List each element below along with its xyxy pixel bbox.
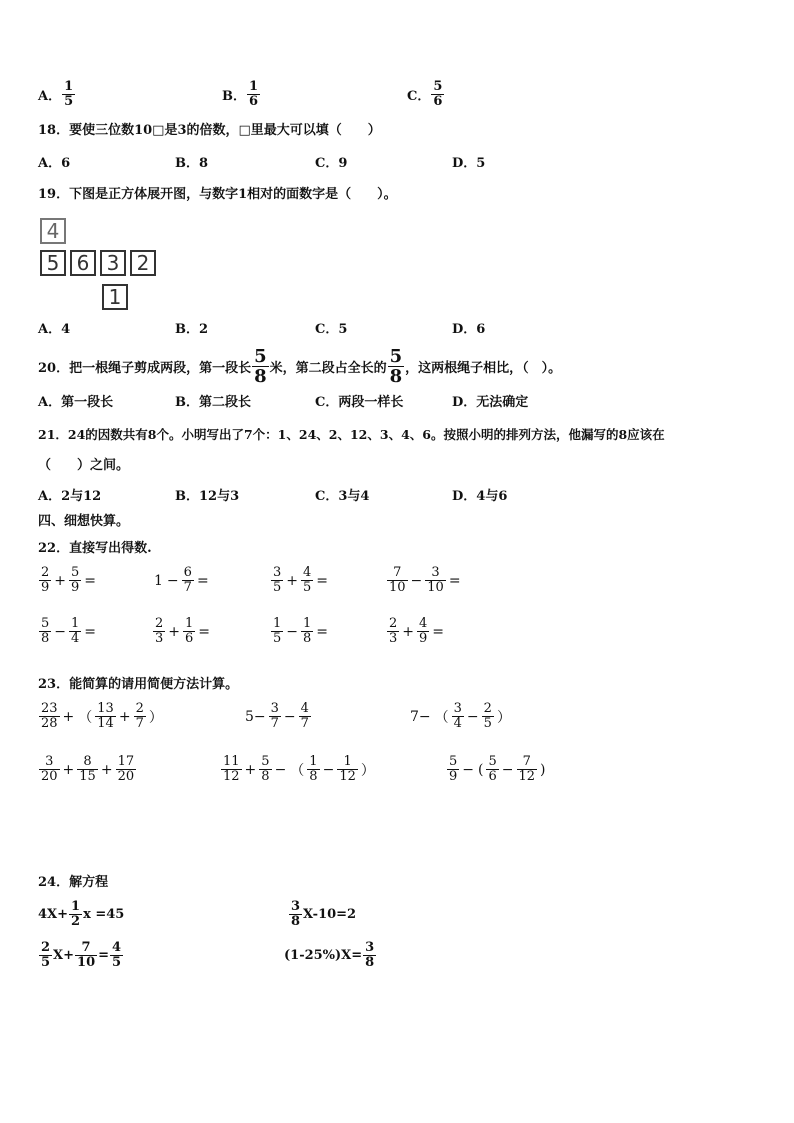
numerator: 2 (155, 616, 164, 631)
q22-item (270, 617, 330, 646)
denominator: 9 (41, 580, 50, 595)
q22-item (270, 566, 330, 595)
operator: − (466, 708, 479, 725)
q23-expression-6 (446, 755, 548, 784)
denominator: 5 (483, 716, 492, 731)
numerator: 3 (431, 565, 440, 580)
denominator: 6 (249, 94, 259, 109)
q17-option-b (222, 80, 261, 109)
fraction (425, 566, 446, 595)
fraction (447, 755, 459, 784)
numerator: 1 (309, 754, 318, 769)
operator: − (286, 623, 299, 640)
denominator: 12 (223, 769, 240, 784)
numerator: 7 (522, 754, 531, 769)
net-face: 3 (100, 250, 126, 276)
q22-item (152, 566, 211, 595)
denominator: 14 (97, 716, 114, 731)
operand: 1 (154, 572, 163, 589)
q24-equation-3 (38, 941, 124, 970)
numerator: 3 (365, 940, 375, 955)
stem-text: 米，第二段占全长的 (269, 361, 387, 376)
fraction (363, 941, 376, 970)
option-label: A． (38, 89, 62, 104)
net-face: 2 (130, 250, 156, 276)
numerator: 5 (254, 346, 267, 367)
fraction (39, 566, 51, 595)
operator: − (274, 761, 287, 778)
fraction (110, 941, 123, 970)
numerator: 3 (270, 701, 279, 716)
denominator: 10 (77, 955, 96, 970)
operator: − (410, 572, 423, 589)
equals-sign: = (448, 572, 461, 589)
numerator: 6 (183, 565, 192, 580)
q23-expression-1 (38, 702, 165, 731)
fraction (69, 617, 81, 646)
denominator: 4 (71, 631, 80, 646)
operator: − (501, 761, 514, 778)
denominator: 7 (300, 716, 309, 731)
numerator: 3 (45, 754, 54, 769)
equals-sign: = (432, 623, 445, 640)
denominator: 9 (71, 580, 80, 595)
fraction (301, 566, 313, 595)
denominator: 8 (261, 769, 270, 784)
net-face: 1 (102, 284, 128, 310)
net-face: 5 (40, 250, 66, 276)
operator: − (54, 623, 67, 640)
denominator: 9 (449, 769, 458, 784)
q18-option-b: B．8 (175, 156, 209, 171)
q20-option-a: A．第一段长 (38, 395, 114, 410)
numerator: 4 (300, 701, 309, 716)
fraction (259, 755, 271, 784)
denominator: 8 (303, 631, 312, 646)
equation-text: x =45 (83, 907, 125, 922)
fraction (417, 617, 429, 646)
fraction (431, 80, 444, 109)
numerator: 1 (273, 616, 282, 631)
denominator: 4 (453, 716, 462, 731)
operator: − (166, 572, 179, 589)
equation-text: X-10=2 (303, 907, 357, 922)
numerator: 2 (135, 701, 144, 716)
operator: − (462, 761, 475, 778)
equals-sign: = (196, 572, 209, 589)
fraction (299, 702, 311, 731)
fraction (486, 755, 498, 784)
fraction (271, 566, 283, 595)
numerator: 1 (64, 79, 74, 94)
numerator: 1 (343, 754, 352, 769)
stem-text: 20．把一根绳子剪成两段，第一段长 (38, 361, 252, 376)
fraction (301, 617, 313, 646)
fraction (77, 755, 98, 784)
denominator: 8 (309, 769, 318, 784)
numerator: 5 (389, 346, 403, 367)
numerator: 7 (81, 940, 91, 955)
q23-expression-3 (408, 702, 513, 731)
fraction (337, 755, 358, 784)
operator: + (286, 572, 299, 589)
denominator: 5 (273, 631, 282, 646)
fraction (307, 755, 319, 784)
fraction (75, 941, 97, 970)
q20-option-d: D．无法确定 (452, 395, 529, 410)
fraction (517, 755, 538, 784)
q22-item (152, 617, 212, 646)
numerator: 1 (249, 79, 259, 94)
denominator: 12 (339, 769, 356, 784)
numerator: 1 (185, 616, 194, 631)
fraction (221, 755, 242, 784)
numerator: 5 (261, 754, 270, 769)
fraction (39, 755, 60, 784)
numerator: 5 (488, 754, 497, 769)
q23-expression-2 (243, 702, 312, 731)
paren: （ (78, 709, 93, 726)
q19-option-b: B．2 (175, 322, 209, 337)
q21-option-d: D．4与6 (452, 489, 508, 504)
denominator: 5 (303, 580, 312, 595)
q22-stem: 22．直接写出得数. (38, 541, 152, 556)
q19-stem: 19．下图是正方体展开图，与数字1相对的面数字是（ ）。 (38, 187, 397, 202)
equation-text: (1-25%)X= (284, 948, 363, 963)
numerator: 4 (112, 940, 122, 955)
fraction (252, 347, 269, 386)
fraction (482, 702, 494, 731)
denominator: 6 (488, 769, 497, 784)
fraction (388, 347, 405, 386)
denominator: 15 (79, 769, 96, 784)
numerator: 8 (83, 754, 92, 769)
denominator: 6 (433, 94, 443, 109)
operator: + (402, 623, 415, 640)
operator: + (54, 572, 67, 589)
cube-net-figure (40, 218, 162, 314)
fraction (271, 617, 283, 646)
denominator: 20 (41, 769, 58, 784)
numerator: 5 (433, 79, 443, 94)
denominator: 3 (155, 631, 164, 646)
numerator: 2 (41, 940, 51, 955)
denominator: 5 (41, 955, 51, 970)
operator: + (168, 623, 181, 640)
q23-stem: 23．能简算的请用简便方法计算。 (38, 677, 239, 692)
fraction (182, 566, 194, 595)
option-label: C． (407, 89, 431, 104)
denominator: 28 (41, 716, 58, 731)
equals-sign: = (316, 623, 329, 640)
fraction (387, 566, 408, 595)
paren: （ (434, 709, 449, 726)
fraction (39, 941, 52, 970)
fraction (134, 702, 146, 731)
numerator: 3 (273, 565, 282, 580)
denominator: 10 (389, 580, 406, 595)
numerator: 17 (117, 754, 135, 769)
paren: ( (478, 761, 484, 778)
denominator: 5 (273, 580, 282, 595)
q23-expression-5 (220, 755, 377, 784)
q18-option-a: A．6 (38, 156, 71, 171)
denominator: 10 (427, 580, 444, 595)
fraction (289, 900, 302, 929)
denominator: 5 (112, 955, 122, 970)
equals-sign: = (84, 572, 97, 589)
q17-option-c (407, 80, 445, 109)
q18-stem: 18．要使三位数10□是3的倍数，□里最大可以填（ ） (38, 123, 381, 138)
fraction (183, 617, 195, 646)
denominator: 7 (270, 716, 279, 731)
operator: + (100, 761, 113, 778)
equation-text: X+ (53, 948, 75, 963)
denominator: 8 (254, 366, 267, 387)
numerator: 1 (303, 616, 312, 631)
fraction (387, 617, 399, 646)
fraction (69, 566, 81, 595)
operator: − (322, 761, 335, 778)
numerator: 11 (223, 754, 240, 769)
paren: ） (148, 709, 163, 726)
numerator: 5 (71, 565, 80, 580)
numerator: 4 (303, 565, 312, 580)
paren: ） (496, 709, 511, 726)
denominator: 5 (64, 94, 74, 109)
q17-option-a (38, 80, 76, 109)
fraction (247, 80, 260, 109)
numerator: 2 (483, 701, 492, 716)
q20-option-b: B．第二段长 (175, 395, 251, 410)
q21-stem-line2: （ ）之间。 (38, 458, 130, 473)
q19-option-a: A．4 (38, 322, 71, 337)
numerator: 5 (449, 754, 458, 769)
numerator: 7 (393, 565, 402, 580)
equation-text: = (98, 948, 110, 963)
q24-equation-1 (38, 900, 124, 929)
q20-stem (38, 347, 561, 386)
fraction (116, 755, 137, 784)
q20-option-c: C．两段一样长 (315, 395, 404, 410)
q24-equation-2 (288, 900, 356, 929)
q21-option-b: B．12与3 (175, 489, 240, 504)
numerator: 1 (71, 899, 81, 914)
numerator: 3 (453, 701, 462, 716)
q22-item (38, 566, 98, 595)
numerator: 13 (97, 701, 114, 716)
equals-sign: = (198, 623, 211, 640)
denominator: 8 (365, 955, 375, 970)
q19-option-c: C．5 (315, 322, 348, 337)
operator: + (244, 761, 257, 778)
q19-option-d: D．6 (452, 322, 486, 337)
fraction (62, 80, 75, 109)
denominator: 8 (41, 631, 50, 646)
denominator: 3 (389, 631, 398, 646)
denominator: 7 (135, 716, 144, 731)
numerator: 1 (71, 616, 80, 631)
operand: 7− (410, 708, 431, 725)
fraction (69, 900, 82, 929)
q23-expression-4 (38, 755, 137, 784)
equals-sign: = (84, 623, 97, 640)
fraction (153, 617, 165, 646)
denominator: 7 (183, 580, 192, 595)
net-face: 4 (40, 218, 66, 244)
fraction (452, 702, 464, 731)
denominator: 20 (117, 769, 135, 784)
q21-stem-line1: 21．24的因数共有8个。小明写出了7个：1、24、2、12、3、4、6。按照小明的排列方法，他漏写的8应该在 (38, 427, 665, 442)
stem-text: ，这两根绳子相比，（ ）。 (405, 361, 562, 376)
q21-option-a: A．2与12 (38, 489, 102, 504)
operand: 5− (245, 708, 266, 725)
numerator: 4 (419, 616, 428, 631)
paren: ） (360, 762, 375, 779)
equation-text: 4X+ (38, 907, 69, 922)
fraction (39, 617, 51, 646)
paren: ) (540, 761, 546, 778)
q22-item (386, 617, 446, 646)
denominator: 6 (185, 631, 194, 646)
numerator: 2 (41, 565, 50, 580)
numerator: 2 (389, 616, 398, 631)
q24-equation-4 (284, 941, 377, 970)
option-label: B． (222, 89, 246, 104)
numerator: 23 (41, 701, 58, 716)
fraction (269, 702, 281, 731)
operator: − (283, 708, 296, 725)
fraction (95, 702, 116, 731)
paren: （ (290, 762, 305, 779)
operator: + (62, 761, 75, 778)
q22-item (38, 617, 98, 646)
q24-stem: 24．解方程 (38, 875, 109, 890)
denominator: 2 (71, 914, 81, 929)
fraction (39, 702, 60, 731)
q18-option-c: C．9 (315, 156, 348, 171)
operator: + (62, 708, 75, 725)
denominator: 12 (518, 769, 536, 784)
numerator: 5 (41, 616, 50, 631)
denominator: 9 (419, 631, 428, 646)
denominator: 8 (389, 366, 403, 387)
section-heading: 四、细想快算。 (38, 514, 130, 529)
q22-item (386, 566, 463, 595)
net-face: 6 (70, 250, 96, 276)
denominator: 8 (291, 914, 301, 929)
operator: + (118, 708, 131, 725)
numerator: 3 (291, 899, 301, 914)
q18-option-d: D．5 (452, 156, 486, 171)
equals-sign: = (316, 572, 329, 589)
q21-option-c: C．3与4 (315, 489, 370, 504)
